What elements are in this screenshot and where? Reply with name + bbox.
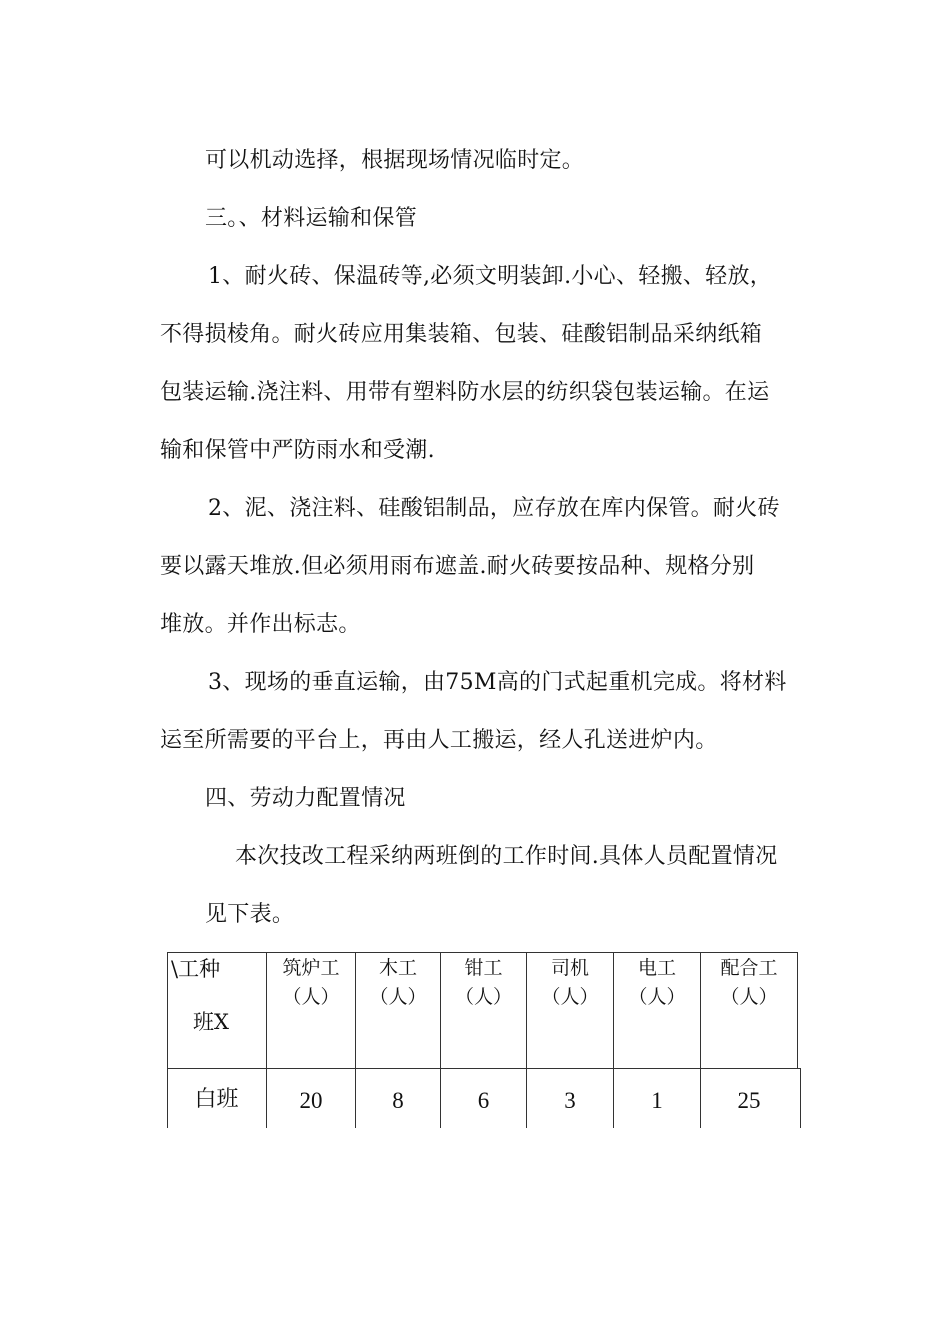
paragraph-line: 3、现场的垂直运输，由75M高的门式起重机完成。将材料 [208, 670, 787, 695]
column-header-unit: （人） [628, 986, 686, 1008]
table-cell: 3 [564, 1088, 576, 1113]
corner-header-shift: 班X [193, 1010, 229, 1034]
column-header-unit: （人） [282, 986, 340, 1008]
section-heading-3: 三。、材料运输和保管 [205, 206, 418, 231]
table-row-divider [167, 1068, 801, 1069]
corner-header-work-type: \工种 [171, 957, 221, 981]
column-header-helper: 配合工 [720, 957, 778, 979]
table-cell: 8 [392, 1088, 404, 1113]
section-heading-4: 四、劳动力配置情况 [205, 786, 406, 811]
table-border-right [800, 1068, 801, 1128]
paragraph-line: 输和保管中严防雨水和受潮. [160, 438, 435, 463]
column-header-electrician: 电工 [637, 957, 676, 979]
column-header-unit: （人） [454, 986, 512, 1008]
column-header-carpenter: 木工 [378, 957, 417, 979]
table-border-top [167, 952, 797, 953]
staffing-table [167, 952, 799, 1128]
column-header-unit: （人） [541, 986, 599, 1008]
paragraph-line: 1、耐火砖、保温砖等,必须文明装卸.小心、轻搬、轻放， [208, 264, 773, 289]
table-cell: 20 [299, 1088, 323, 1113]
paragraph-line: 要以露天堆放.但必须用雨布遮盖.耐火砖要按品种、规格分别 [160, 554, 755, 579]
column-header-driver: 司机 [550, 957, 589, 979]
paragraph-line: 包装运输.浇注料、用带有塑料防水层的纺织袋包装运输。在运 [160, 380, 770, 405]
table-cell: 1 [651, 1088, 663, 1113]
paragraph-line: 堆放。并作出标志。 [160, 612, 361, 637]
table-border-right [797, 952, 798, 1068]
column-header-unit: （人） [720, 986, 778, 1008]
paragraph-line: 不得损棱角。耐火砖应用集装箱、包装、硅酸铝制品采纳纸箱 [160, 322, 763, 347]
paragraph-line: 见下表。 [205, 902, 295, 927]
column-header-mason: 筑炉工 [282, 957, 340, 979]
paragraph-line: 本次技改工程采纳两班倒的工作时间.具体人员配置情况 [235, 844, 778, 869]
paragraph-line: 可以机动选择，根据现场情况临时定。 [205, 148, 585, 173]
paragraph-line: 运至所需要的平台上，再由人工搬运，经人孔送进炉内。 [160, 728, 718, 753]
column-header-fitter: 钳工 [464, 957, 503, 979]
paragraph-line: 2、泥、浇注料、硅酸铝制品，应存放在库内保管。耐火砖 [208, 496, 780, 521]
table-cell: 25 [737, 1088, 761, 1113]
row-label-day-shift: 白班 [194, 1087, 239, 1112]
column-header-unit: （人） [369, 986, 427, 1008]
table-cell: 6 [477, 1088, 490, 1113]
